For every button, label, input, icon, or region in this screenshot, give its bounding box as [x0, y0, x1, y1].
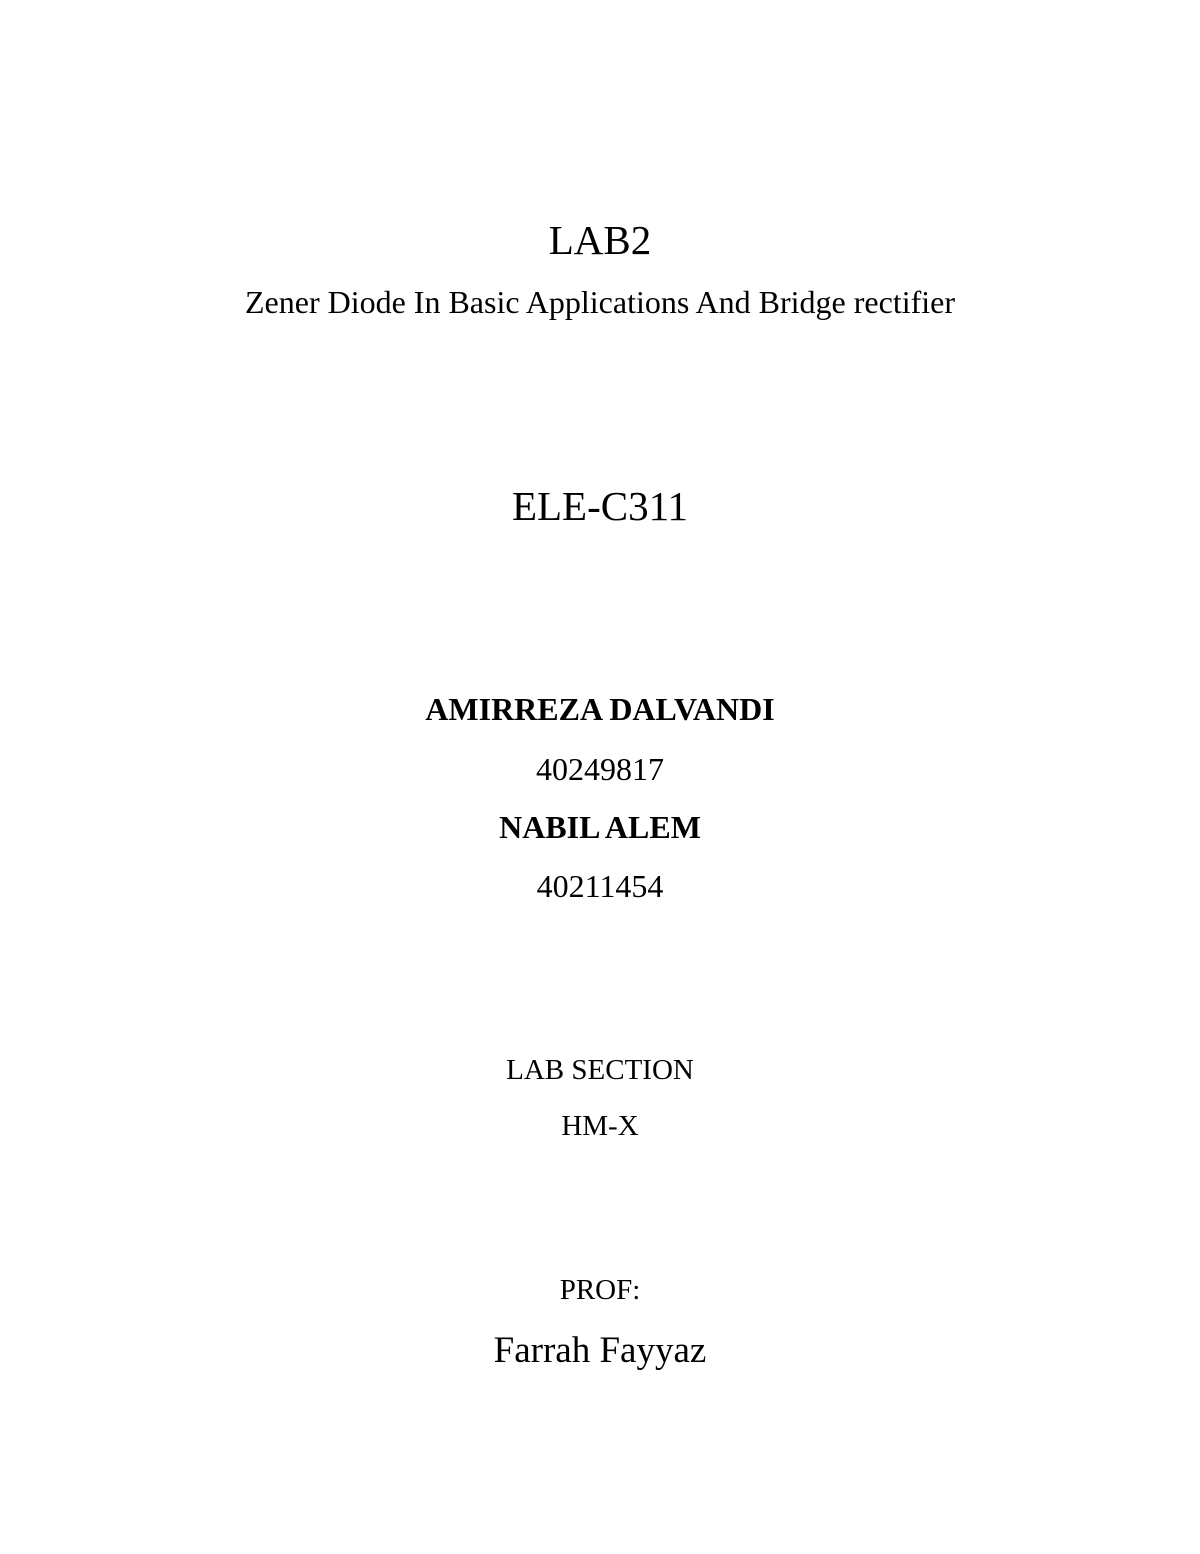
- lab-section-label: LAB SECTION: [506, 1054, 694, 1086]
- lab-section-value: HM-X: [561, 1110, 639, 1142]
- lab-subtitle: Zener Diode In Basic Applications And Bridge rectifier: [244, 284, 955, 320]
- professor-label: PROF:: [559, 1274, 641, 1306]
- professor-name: Farrah Fayyaz: [493, 1330, 707, 1371]
- student-id-2: 40211454: [536, 868, 664, 904]
- student-id-1: 40249817: [536, 751, 664, 787]
- student-name-1: AMIRREZA DALVANDI: [425, 691, 775, 727]
- course-code: ELE-C311: [511, 483, 689, 529]
- lab-title: LAB2: [548, 217, 652, 263]
- student-name-2: NABIL ALEM: [499, 809, 701, 845]
